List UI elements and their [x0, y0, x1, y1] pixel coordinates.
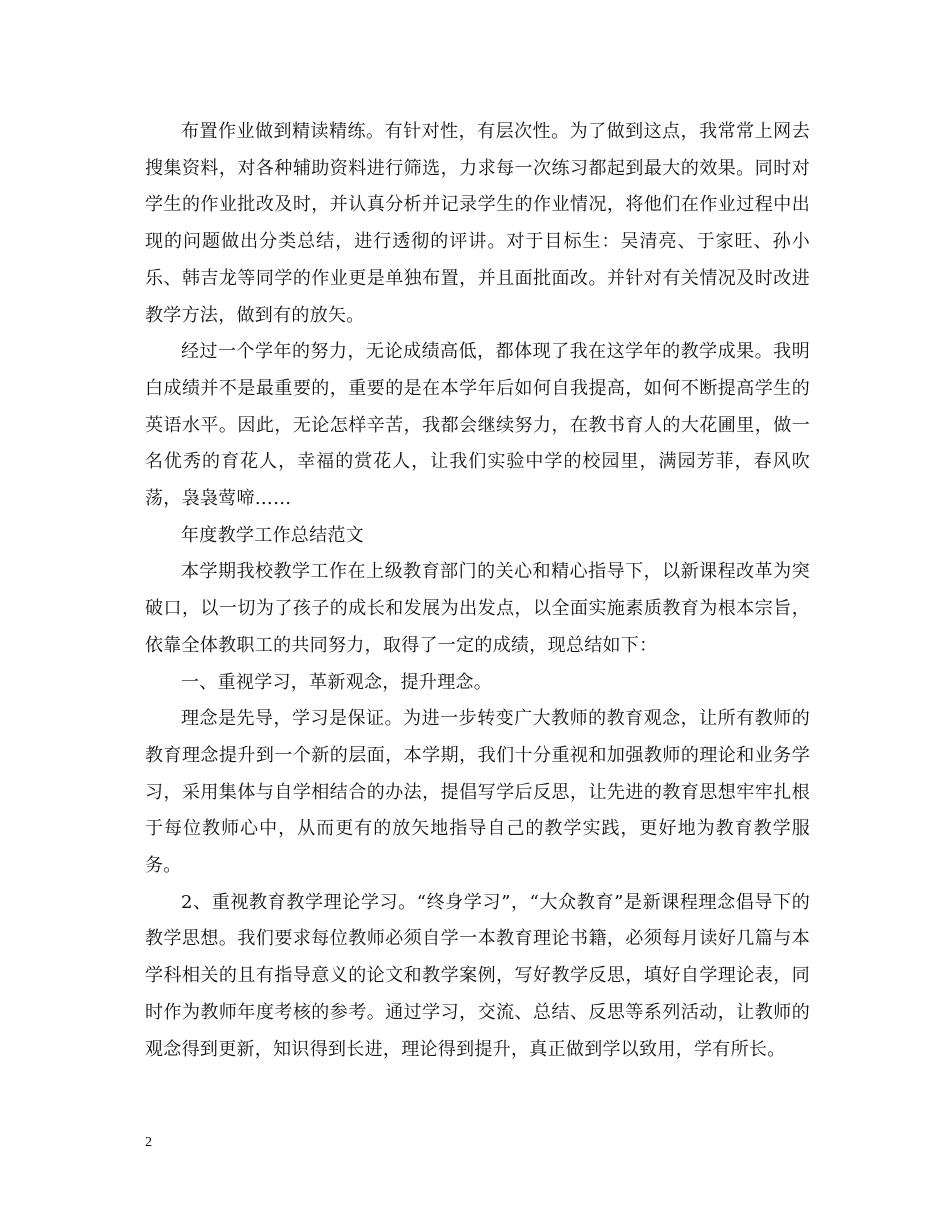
paragraph-concept: 理念是先导，学习是保证。为进一步转变广大教师的教育观念，让所有教师的教育理念提升到一个新的层面，本学期，我们十分重视和加强教师的理论和业务学习，采用集体与自学相结合的办法，提倡写学后反思，让先进的教育思想牢牢扎根于每位教师心中，从而更有的放矢地指导自己的教学实践，更好地为教育教学服务。: [145, 708, 810, 877]
document-body: [145, 114, 810, 1068]
paragraph-year-summary: 经过一个学年的努力，无论成绩高低，都体现了我在这学年的教学成果。我明白成绩并不是最重要的，重要的是在本学年后如何自我提高，如何不断提高学生的英语水平。因此，无论怎样辛苦，我都会继续努力，在教书育人的大花圃里，做一名优秀的育花人，幸福的赏花人，让我们实验中学的校园里，满园芳菲，春风吹荡，袅袅莺啼……: [145, 341, 810, 510]
paragraph-homework: 布置作业做到精读精练。有针对性，有层次性。为了做到这点，我常常上网去搜集资料，对各种辅助资料进行筛选，力求每一次练习都起到最大的效果。同时对学生的作业批改及时，并认真分析并记录学生的作业情况，将他们在作业过程中出现的问题做出分类总结，进行透彻的评讲。对于目标生：吴清亮、于家旺、孙小乐、韩吉龙等同学的作业更是单独布置，并且面批面改。并针对有关情况及时改进教学方法，做到有的放矢。: [145, 121, 810, 326]
subheading-learning: 一、重视学习，革新观念，提升理念。: [181, 671, 493, 693]
page-number: 2: [145, 1135, 152, 1150]
paragraph-intro: 本学期我校教学工作在上级教育部门的关心和精心指导下，以新课程改革为突破口，以一切为了孩子的成长和发展为出发点，以全面实施素质教育为根本宗旨，依靠全体教职工的共同努力，取得了一定的成绩，现总结如下：: [145, 561, 810, 656]
section-heading: 年度教学工作总结范文: [181, 524, 364, 546]
paragraph-theory-study: 2、重视教育教学理论学习。“终身学习”，“大众教育”是新课程理念倡导下的教学思想。我们要求每位教师必须自学一本教育理论书籍，必须每月读好几篇与本学科相关的且有指导意义的论文和教学案例，写好教学反思，填好自学理论表，同时作为教师年度考核的参考。通过学习，交流、总结、反思等系列活动，让教师的观念得到更新，知识得到长进，理论得到提升，真正做到学以致用，学有所长。: [145, 891, 810, 1060]
